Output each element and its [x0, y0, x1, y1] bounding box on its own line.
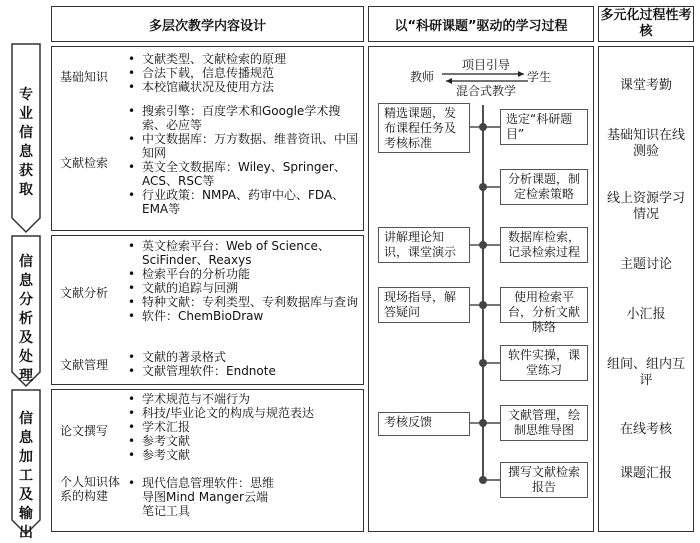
teacher-step: 精选课题，发布课程任务及考核标准 — [378, 103, 470, 153]
list-item: • 英文全文数据库：Wiley、Springer、ACS、RSC等 — [128, 160, 360, 188]
bullet-list — [128, 104, 360, 216]
mixed-teaching-label: 混合式教学 — [456, 84, 517, 98]
list-item: • 文献类型、文献检索的原理 — [128, 52, 358, 66]
teacher-label: 教师 — [410, 70, 435, 84]
stage-label-2: 信息分析及处理 — [19, 254, 33, 384]
assessment-panel — [598, 46, 694, 532]
category-label: 文献分析 — [60, 286, 109, 300]
bullet-list — [128, 392, 360, 462]
category-label: 基础知识 — [60, 70, 109, 84]
bullet-list — [128, 476, 278, 518]
student-step: 分析课题，制定检索策略 — [500, 169, 588, 205]
teacher-step: 讲解理论知识，课堂演示 — [378, 227, 470, 263]
student-step: 文献管理，绘制思维导图 — [500, 405, 588, 441]
header-left: 多层次教学内容设计 — [51, 6, 364, 42]
category-label: 论文撰写 — [60, 424, 109, 438]
bullet-list — [128, 350, 360, 378]
category-label: 文献检索 — [60, 156, 109, 170]
list-item: • 搜索引擎：百度学术和Google学术搜索、必应等 — [128, 104, 360, 132]
list-item: • 参考文献 — [128, 448, 360, 462]
student-label: 学生 — [527, 70, 552, 84]
student-step: 选定“科研题目” — [500, 109, 588, 145]
assessment-item: 基础知识在线测验 — [606, 128, 685, 159]
bullet-list — [128, 239, 360, 323]
list-item: • 现代信息管理软件：思维导图Mind Manger云端笔记工具 — [128, 476, 278, 518]
list-item: • 行业政策：NMPA、药审中心、FDA、EMA等 — [128, 188, 360, 216]
assessment-item: 小汇报 — [626, 307, 666, 322]
assessment-item: 组间、组内互评 — [606, 357, 685, 388]
student-step: 撰写文献检索报告 — [500, 462, 588, 498]
list-item: • 特种文献：专利类型、专利数据库与查询 — [128, 295, 360, 309]
list-item: • 软件：ChemBioDraw — [128, 309, 360, 323]
student-step: 数据库检索，记录检索过程 — [500, 227, 588, 263]
assessment-item: 主题讨论 — [619, 257, 672, 272]
stage-label-1: 专业信息获取 — [19, 87, 33, 198]
category-label: 个人知识体系的构建 — [60, 475, 121, 503]
teacher-step: 现场指导，解答疑问 — [378, 287, 470, 323]
student-step: 软件实操，课堂练习 — [500, 345, 588, 381]
list-item: • 文献的追踪与回溯 — [128, 281, 360, 295]
list-item: • 学术汇报 — [128, 420, 360, 434]
assessment-item: 课堂考勤 — [619, 78, 672, 93]
list-item: • 检索平台的分析功能 — [128, 267, 360, 281]
assessment-item: 课题汇报 — [619, 466, 672, 481]
list-item: • 学术规范与不端行为 — [128, 392, 360, 406]
list-item: • 中文数据库：万方数据、维普资讯、中国知网 — [128, 132, 360, 160]
teacher-student-arrows — [440, 70, 530, 84]
category-label: 文献管理 — [60, 358, 109, 372]
assessment-item: 在线考核 — [619, 422, 672, 437]
list-item: • 合法下载，信息传播规范 — [128, 66, 358, 80]
list-item: • 文献的著录格式 — [128, 350, 360, 364]
header-middle: 以“科研课题”驱动的学习过程 — [368, 6, 594, 42]
student-step: 使用检索平台，分析文献脉络 — [500, 287, 588, 323]
list-item: • 英文检索平台：Web of Science、SciFinder、Reaxys — [128, 239, 360, 267]
list-item: • 文献管理软件：Endnote — [128, 364, 360, 378]
header-right: 多元化过程性考核 — [598, 6, 694, 42]
teacher-step: 考核反馈 — [378, 412, 470, 436]
stage-label-3: 信息加工及输出 — [19, 411, 33, 541]
list-item: • 参考文献 — [128, 434, 360, 448]
guide-label: 项目引导 — [462, 58, 511, 72]
list-item: • 科技/毕业论文的构成与规范表达 — [128, 406, 360, 420]
assessment-item: 线上资源学习情况 — [606, 191, 685, 222]
bullet-list — [128, 52, 358, 94]
list-item: • 本校馆藏状况及使用方法 — [128, 80, 358, 94]
